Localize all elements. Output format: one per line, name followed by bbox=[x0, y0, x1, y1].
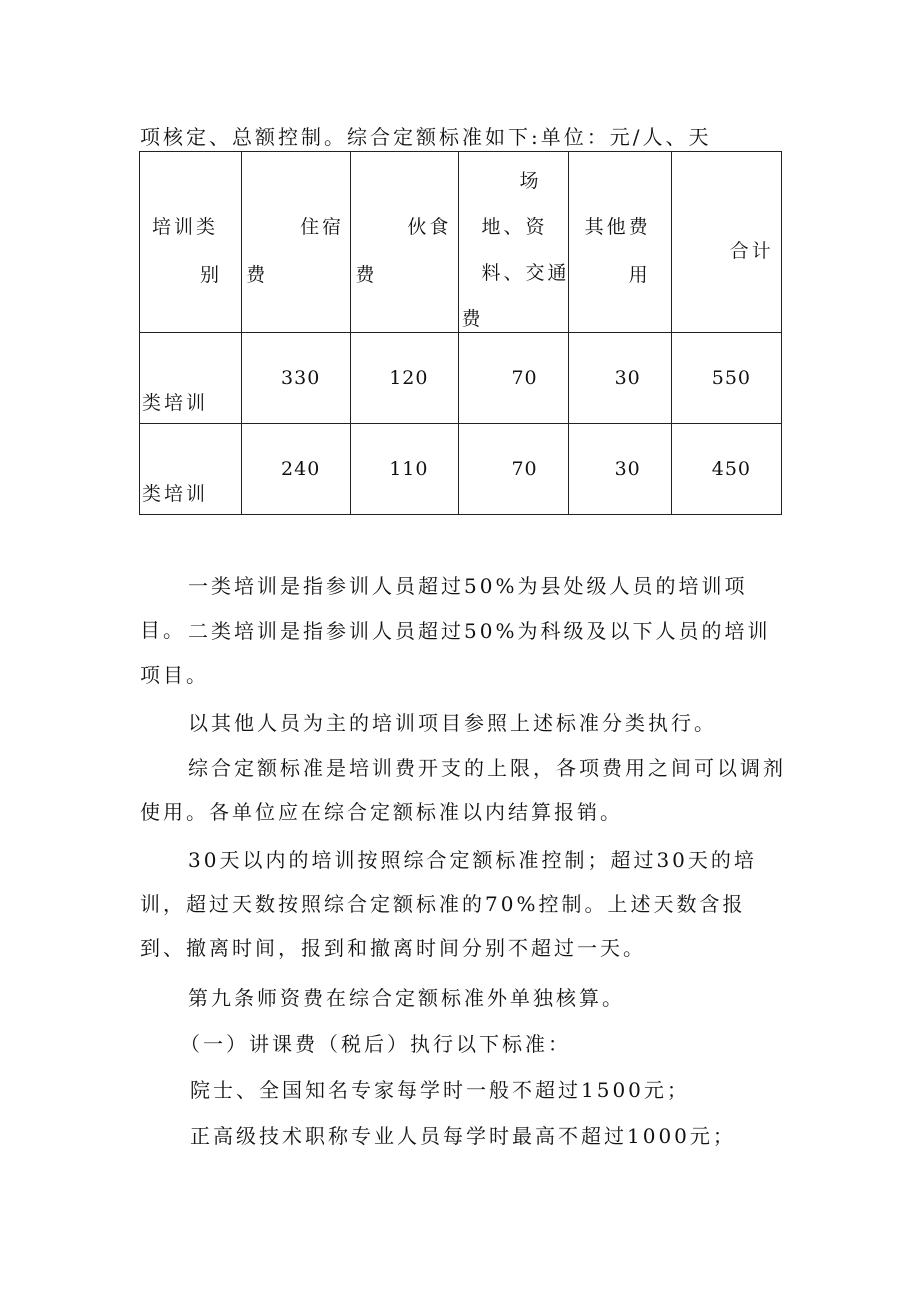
header-lodging: 住宿 费 bbox=[242, 152, 351, 333]
table-row bbox=[140, 333, 782, 424]
paragraph-lecture-fee: （一）讲课费（税后）执行以下标准： bbox=[180, 1032, 571, 1056]
row-label: 类培训 bbox=[140, 424, 242, 515]
cell-total: 550 bbox=[671, 333, 781, 424]
paragraph-article-nine: 第九条师资费在综合定额标准外单独核算。 bbox=[188, 986, 625, 1010]
row-label: 类培训 bbox=[140, 333, 242, 424]
cell-venue: 70 bbox=[459, 424, 568, 515]
cell-other: 30 bbox=[568, 424, 671, 515]
paragraph-academician-rate: 院士、全国知名专家每学时一般不超过1500元； bbox=[190, 1078, 690, 1102]
table-header-row bbox=[140, 152, 782, 333]
fee-standard-table bbox=[139, 151, 782, 515]
cell-food: 110 bbox=[351, 424, 459, 515]
paragraph-senior-rate: 正高级技术职称专业人员每学时最高不超过1000元； bbox=[190, 1124, 736, 1148]
intro-line: 项核定、总额控制。综合定额标准如下:单位：元/人、天 bbox=[140, 125, 712, 149]
cell-lodging: 330 bbox=[242, 333, 351, 424]
header-venue: 场 地、资 料、交通 费 bbox=[459, 152, 568, 333]
paragraph-first-class: 一类培训是指参训人员超过50%为县处级人员的培训项目。 bbox=[140, 574, 748, 642]
header-category: 培训类 别 bbox=[140, 152, 242, 333]
header-other: 其他费 用 bbox=[568, 152, 671, 333]
cell-total: 450 bbox=[671, 424, 781, 515]
table-row bbox=[140, 424, 782, 515]
cell-venue: 70 bbox=[459, 333, 568, 424]
cell-lodging: 240 bbox=[242, 424, 351, 515]
paragraph-thirty-days: 30天以内的培训按照综合定额标准控制；超过30天的培训，超过天数按照综合定额标准的70%控制。上述天数含报到、撤离时间，报到和撤离时间分别不超过一天。 bbox=[140, 848, 757, 960]
cell-food: 120 bbox=[351, 333, 459, 424]
paragraph-upper-limit: 综合定额标准是培训费开支的上限，各项费用之间可以调剂使用。各单位应在综合定额标准以内结算报销。 bbox=[140, 756, 786, 824]
cell-other: 30 bbox=[568, 333, 671, 424]
header-food: 伙食 费 bbox=[351, 152, 459, 333]
paragraph-second-class: 二类培训是指参训人员超过50%为科级及以下人员的培训项目。 bbox=[140, 619, 771, 687]
header-total: 合计 bbox=[671, 152, 781, 333]
paragraph-other-personnel: 以其他人员为主的培训项目参照上述标准分类执行。 bbox=[188, 711, 717, 735]
